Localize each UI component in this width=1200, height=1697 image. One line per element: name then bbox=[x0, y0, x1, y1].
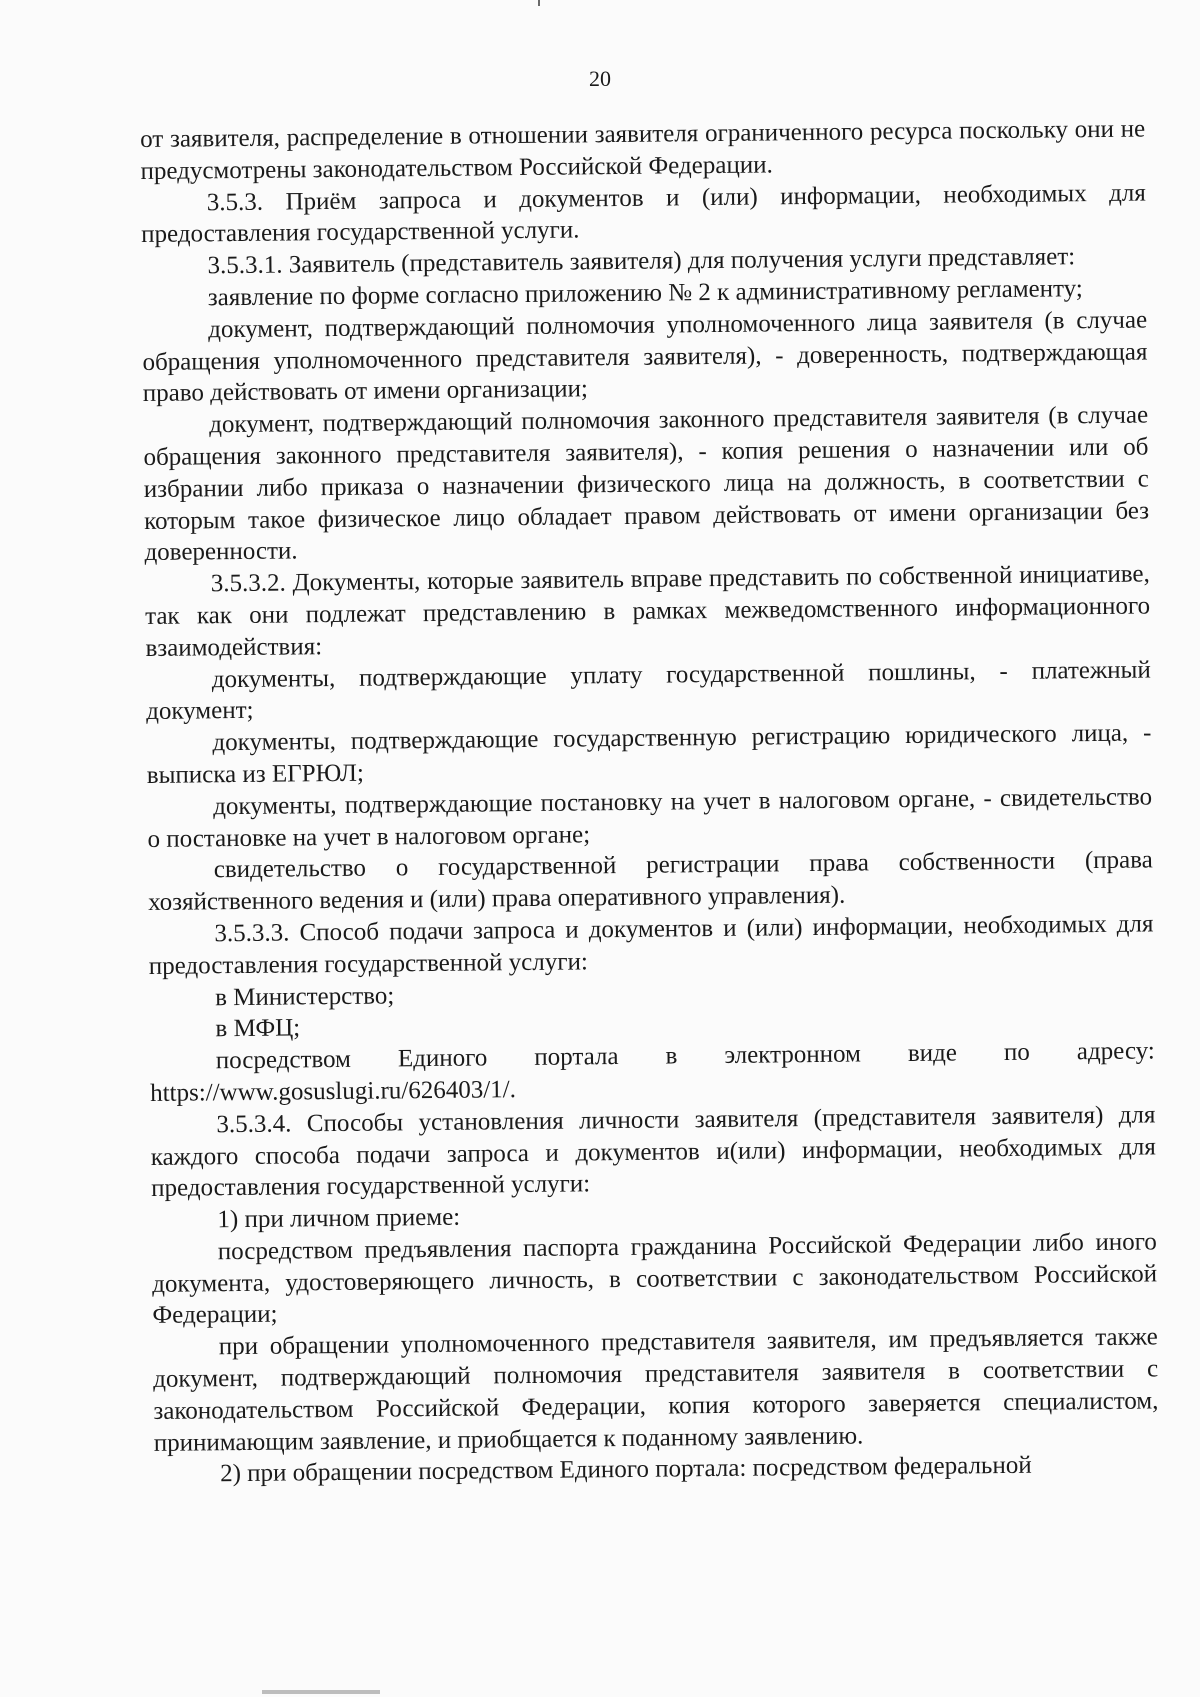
list-item-egrul-extract: документы, подтверждающие государственную регистрацию юридического лица, - выписка из ЕГРЮЛ; bbox=[146, 719, 1152, 789]
section-3-5-3-4: 3.5.3.4. Способы установления личности заявителя (представителя заявителя) для каждого способа подачи запроса и документов и(или) информации, необходимых для предоставления государственной услуги: bbox=[150, 1101, 1156, 1203]
section-3-5-3-2: 3.5.3.2. Документы, которые заявитель вправе представить по собственной инициативе, так как они подлежат представлению в рамках межведомственного информационного взаимодействия: bbox=[145, 560, 1151, 662]
list-item-property-rights-certificate: свидетельство о государственной регистрации права собственности (права хозяйственного ведения и (или) права оперативного управления). bbox=[148, 846, 1153, 917]
list-item-portal-appeal: 2) при обращении посредством Единого портала: посредством федеральной bbox=[220, 1452, 1032, 1488]
list-item-state-fee-payment: документы, подтверждающие уплату государственной пошлины, - платежный документ; bbox=[146, 655, 1151, 726]
scan-artifact-bottom bbox=[262, 1690, 380, 1694]
list-item-legal-representative-document: документ, подтверждающий полномочия законного представителя заявителя (в случае обращения законного представителя заявителя), - копия решения о назначении или об избрании либо приказа о назначении физического лица на должность, в соответствии с которым такое физическое лицо обладает правом действовать от имени организации без доверенности. bbox=[143, 401, 1150, 567]
list-item-mfc: в МФЦ; bbox=[215, 1014, 301, 1043]
document-body bbox=[140, 113, 1159, 1491]
list-item-passport-presentation: посредством предъявления паспорта гражданина Российской Федерации либо иного документа, удостоверяющего личность, в соответствии с законодательством Российской Федерации; bbox=[152, 1228, 1158, 1330]
list-item-tax-registration: документы, подтверждающие постановку на учет в налоговом органе, - свидетельство о постановке на учет в налоговом органе; bbox=[147, 783, 1153, 853]
section-3-5-3-3: 3.5.3.3. Способ подачи запроса и документов и (или) информации, необходимых для предоставления государственной услуги: bbox=[148, 910, 1154, 980]
list-item-authorized-representative-document: документ, подтверждающий полномочия уполномоченного лица заявителя (в случае обращения уполномоченного представителя заявителя), - доверенность, подтверждающая право действовать от имени организации; bbox=[142, 306, 1148, 408]
page-number: 20 bbox=[589, 66, 611, 91]
list-item-application-form: заявление по форме согласно приложению № 2 к административному регламенту; bbox=[207, 275, 1083, 312]
list-item-ministry: в Министерство; bbox=[215, 981, 395, 1011]
scan-artifact-top bbox=[538, 0, 540, 6]
list-item-authorized-representative-appeal: при обращении уполномоченного представителя заявителя, им предъявляется также документ, подтверждающий полномочия представителя заявителя в соответствии с законодательством Российской Федерации, копия которого заверяется специалистом, принимающим заявление, и приобщается к поданному заявлению. bbox=[153, 1323, 1159, 1457]
section-3-5-3-heading: 3.5.3. Приём запроса и документов и (или) информации, необходимых для предоставления государственной услуги. bbox=[141, 179, 1146, 249]
list-item-unified-portal: посредством Единого портала в электронном виде по адресу: https://www.gosuslugi.ru/626403/1/. bbox=[150, 1037, 1155, 1107]
list-item-personal-reception: 1) при личном приеме: bbox=[217, 1203, 461, 1234]
section-3-5-3-1: 3.5.3.1. Заявитель (представитель заявителя) для получения услуги представляет: bbox=[207, 243, 1076, 280]
paragraph-continuation: от заявителя, распределение в отношении заявителя ограниченного ресурса поскольку они не предусмотрены законодательством Российской Федерации. bbox=[140, 115, 1146, 185]
